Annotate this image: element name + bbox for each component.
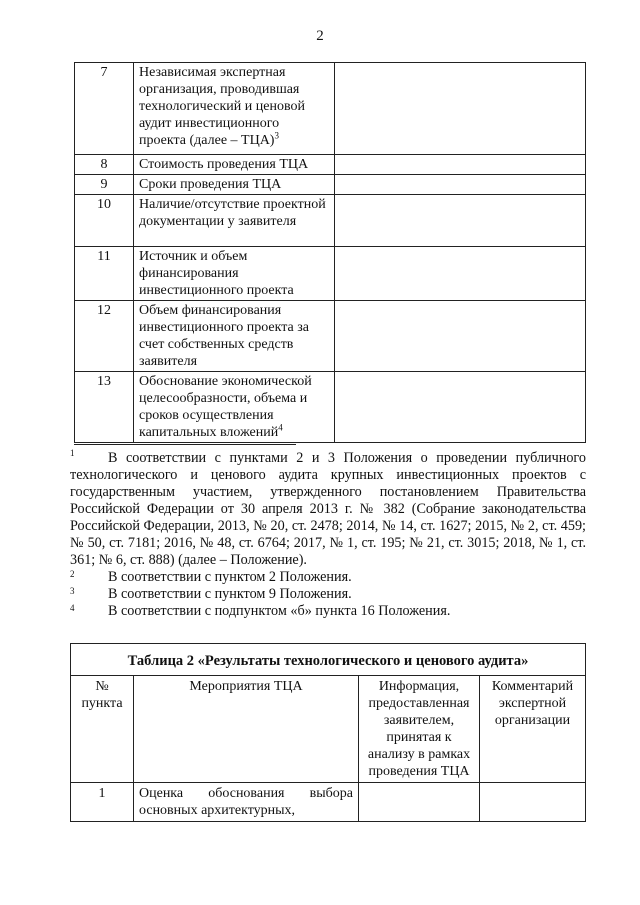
- row-value: [335, 372, 586, 443]
- audit-results-table: [70, 643, 586, 822]
- footnote-separator: [74, 444, 296, 445]
- row-label: Независимая экспертная организация, проводившая технологический и ценовой аудит инвестиционного проекта (далее – ТЦА)$^3$: [134, 63, 335, 155]
- row-label: Обоснование экономической целесообразности, объема и сроков осуществления капитальных вложений$^4$: [134, 372, 335, 443]
- table-row: [75, 175, 586, 195]
- footnote-item: [70, 603, 586, 620]
- footnote-mark: 3: [70, 586, 75, 596]
- row-label: Источник и объем финансирования инвестиционного проекта: [134, 247, 335, 301]
- table-row: [75, 247, 586, 301]
- row-value: [335, 63, 586, 155]
- row-label: Сроки проведения ТЦА: [134, 175, 335, 195]
- column-header: Информация, предоставленная заявителем, принятая к анализу в рамках проведения ТЦА: [359, 676, 480, 783]
- footnote-text: В соответствии с пунктами 2 и 3 Положения о проведении публичного технологического и ценового аудита крупных инвестиционных проектов с государственным участием, утвержденного постановлением Правительства Российской Федерации от 30 апреля 2013 г. № 382 (Собрание законодательства Российской Федерации, 2013, № 20, ст. 2478; 2014, № 14, ст. 1627; 2015, № 2, ст. 459; № 50, ст. 7181; 2016, № 48, ст. 6764; 2017, № 1, ст. 195; № 21, ст. 3015; 2018, № 1, ст. 361; № 6, ст. 888) (далее – Положение).: [70, 450, 586, 568]
- row-label: Стоимость проведения ТЦА: [134, 155, 335, 175]
- table-row: [75, 372, 586, 443]
- footnote-item: [70, 569, 586, 586]
- row-value: [335, 175, 586, 195]
- footnote-text: В соответствии с пунктом 9 Положения.: [108, 586, 352, 602]
- footnote-mark: 2: [70, 569, 75, 579]
- row-label: Оценка обоснования выбора основных архитектурных,: [134, 783, 359, 822]
- row-value: [335, 195, 586, 247]
- row-number: 13: [75, 372, 134, 443]
- row-value: [335, 155, 586, 175]
- row-comment: [480, 783, 586, 822]
- row-number: 1: [71, 783, 134, 822]
- table-row: [75, 195, 586, 247]
- footnote-ref: 4: [278, 422, 283, 433]
- row-label: Наличие/отсутствие проектной документации у заявителя: [134, 195, 335, 247]
- column-header: Мероприятия ТЦА: [134, 676, 359, 783]
- row-value: [335, 247, 586, 301]
- row-number: 7: [75, 63, 134, 155]
- table-caption: Таблица 2 «Результаты технологического и ценового аудита»: [71, 644, 586, 676]
- row-number: 12: [75, 301, 134, 372]
- footnotes: [70, 450, 586, 620]
- row-number: 10: [75, 195, 134, 247]
- page-number: 2: [316, 28, 324, 44]
- footnote-mark: 4: [70, 603, 75, 613]
- table-header-row: [71, 676, 586, 783]
- row-label: Объем финансирования инвестиционного проекта за счет собственных средств заявителя: [134, 301, 335, 372]
- footnote-item: 1 В соответствии с пунктами 2 и 3 Положения о проведении публичного технологического и ценового аудита крупных инвестиционных проектов с государственным участием, утвержденного постановлением Правительства Российской Федерации от 30 апреля 2013 г. № 382 (Собрание законодательства Российской Федерации, 2013, № 20, ст. 2478; 2014, № 14, ст. 1627; 2015, № 2, ст. 459; № 50, ст. 7181; 2016, № 48, ст. 6764; 2017, № 1, ст. 195; № 21, ст. 3015; 2018, № 1, ст. 361; № 6, ст. 888) (далее – Положение).: [70, 448, 586, 568]
- row-number: 11: [75, 247, 134, 301]
- column-header: Комментарий экспертной организации: [480, 676, 586, 783]
- row-value: [335, 301, 586, 372]
- footnote-ref: 3: [274, 130, 279, 141]
- footnote-text: В соответствии с подпунктом «б» пункта 16 Положения.: [108, 603, 451, 619]
- project-info-table: [74, 62, 586, 443]
- column-header: № пункта: [71, 676, 134, 783]
- table-row: [75, 155, 586, 175]
- row-number: 8: [75, 155, 134, 175]
- table-row: [71, 783, 586, 822]
- footnote-text: В соответствии с пунктом 2 Положения.: [108, 569, 352, 585]
- table-caption-row: [71, 644, 586, 676]
- row-number: 9: [75, 175, 134, 195]
- table-row: [75, 301, 586, 372]
- table-row: [75, 63, 586, 155]
- footnote-item: [70, 586, 586, 603]
- row-value: [359, 783, 480, 822]
